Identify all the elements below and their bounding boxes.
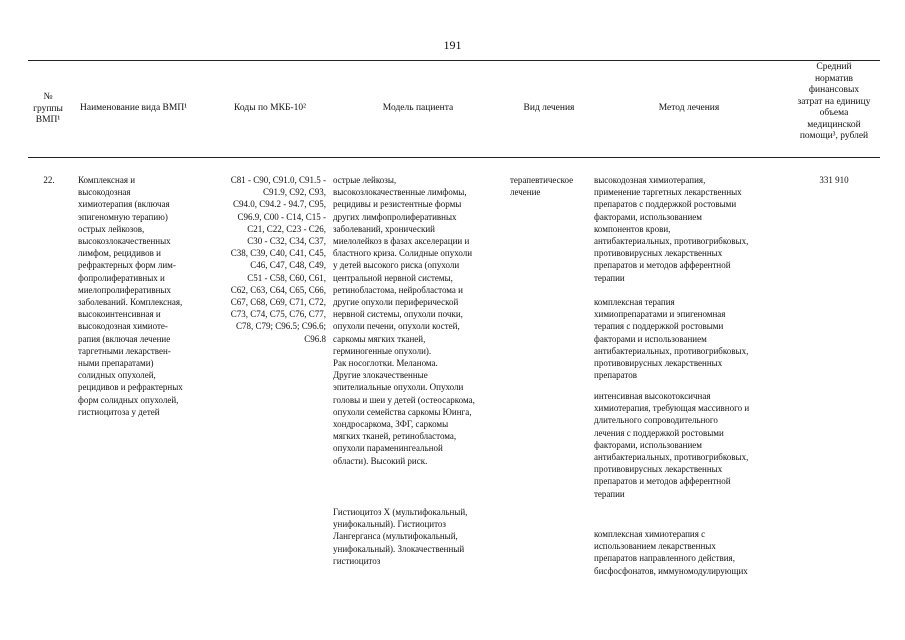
table-top-border (28, 60, 880, 61)
row-vmp-name: Комплексная и высокодозная химиотерапия (включая эпигеномную терапию) острых лейкозов, высокозлокачественных лимфом, рецидивов и рефрактерных форм лим- фопролиферативных и миелопролиферативных заболеваний. Комплексная, высокоинтенсивная и высокодозная химиоте- рапия (включая лечение таргетными лекарствен- ными препаратами) солидных опухолей, рецидивов и рефрактерных форм солидных опухолей, гистиоцитоза у детей (78, 175, 183, 417)
header-avg-cost: Средний норматив финансовых затрат на единицу объема медицинской помощи³, рублей (797, 62, 871, 141)
table-header-border (28, 157, 880, 158)
header-group-no: № группы ВМП¹ (33, 92, 63, 125)
row-group-no: 22. (43, 175, 55, 185)
row-patient-model-2: Гистиоцитоз X (мультифокальный, унифокальный). Гистиоцитоз Лангерганса (мультифокальный, унифокальный). Злокачественный гистиоцитоз (333, 507, 468, 566)
row-method-2: комплексная терапия химиопрепаратами и эпигеномная терапия с поддержкой ростовыми факторами и использованием антибактериальных, противогрибковых, противовирусных лекарственных препаратов (594, 297, 749, 381)
row-icd-codes: C81 - C90, C91.0, C91.5 - C91.9, C92, C93, C94.0, C94.2 - 94.7, C95, C96.9, C00 - C14, C15 - C21, C22, C23 - C26, C30 - C32, C34, C37, C38, C39, C40, C41, C45, C46, C47, C48, C49, C51 - C58, C60, C61, C62, C63, C64, C65, C66, C67, C68, C69, C71, C72, C73, C74, C75, C76, C77, C78, C79; C96.5; C96.6; C96.8 (230, 175, 326, 344)
header-vmp-name: Наименование вида ВМП¹ (80, 103, 188, 113)
row-treatment-type: терапевтическое лечение (510, 175, 574, 198)
row-method-1: высокодозная химиотерапия, применение таргетных лекарственных препаратов с поддержкой ростовыми факторами, использованием компонентов крови, антибактериальных, противогрибковых, противовирусных лекарственных препаратов и методов афферентной терапии (594, 175, 749, 283)
header-treatment-type: Вид лечения (523, 103, 575, 113)
row-patient-model-1: острые лейкозы, высокозлокачественные лимфомы, рецидивы и резистентные формы других лимфопролиферативных заболеваний, хронический миелолейкоз в фазах акселерации и бластного криза. Солидные опухоли у детей высокого риска (опухоли центральной нервной системы, ретинобластома, нейробластома и другие опухоли периферической нервной системы, опухоли почки, опухоли печени, опухоли костей, саркомы мягких тканей, герминогенные опухоли). Рак носоглотки. Меланома. Другие злокачественные эпителиальные опухоли. Опухоли головы и шеи у детей (остеосаркома, опухоли семейства саркомы Юинга, хондросаркома, ЗФГ, саркомы мягких тканей, ретинобластома, опухоли параменингеальной области). Высокий риск. (333, 175, 475, 466)
row-method-4: комплексная химиотерапия с использованием лекарственных препаратов направленного действия, бисфосфонатов, иммуномодулирующих (594, 529, 748, 576)
row-avg-cost: 331 910 (819, 175, 849, 185)
row-method-3: интенсивная высокотоксичная химиотерапия, требующая массивного и длительного сопроводительного лечения с поддержкой ростовыми факторами, использованием антибактериальных, противогрибковых, противовирусных лекарственных препаратов и методов афферентной терапии (594, 391, 750, 499)
page-number: 191 (443, 38, 462, 52)
header-treatment-method: Метод лечения (658, 103, 720, 113)
header-icd-codes: Коды по МКБ-10² (234, 103, 306, 113)
header-patient-model: Модель пациента (382, 103, 454, 113)
